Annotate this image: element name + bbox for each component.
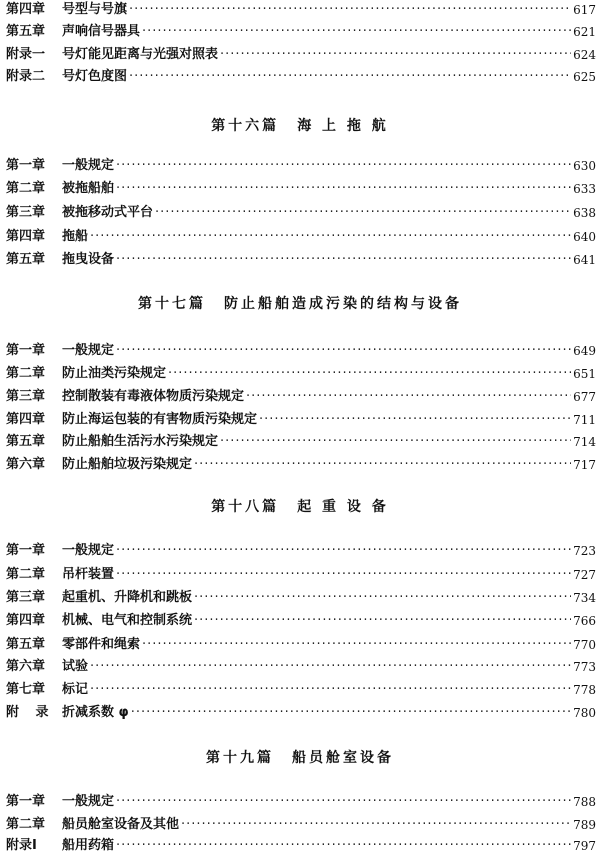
dot-leader [116,541,571,561]
toc-entry [6,227,596,247]
chapter-number: 第五章 [6,434,46,449]
toc-entry [6,792,596,812]
page-number: 640 [573,230,596,244]
toc-entry [6,410,596,430]
chapter-title: 控制散装有毒液体物质污染规定 [62,389,245,404]
page-number: 677 [573,390,596,404]
chapter-number: 第二章 [6,817,46,832]
chapter-title: 吊杆装置 [62,567,115,582]
toc-entry [6,611,596,631]
dot-leader [129,0,571,20]
chapter-title: 防止油类污染规定 [62,366,167,381]
chapter-number: 第四章 [6,613,46,628]
chapter-title: 一般规定 [62,343,115,358]
page-number: 711 [573,413,596,427]
dot-leader [90,657,571,677]
chapter-number: 附录二 [6,69,46,84]
page-number: 723 [573,544,596,558]
chapter-number: 附录Ⅰ [6,838,37,853]
dot-leader [259,410,571,430]
chapter-number: 第一章 [6,343,46,358]
chapter-number: 第一章 [6,158,46,173]
toc-entry [6,250,596,270]
chapter-title: 防止船舶生活污水污染规定 [62,434,219,449]
chapter-number: 第三章 [6,590,46,605]
chapter-title: 声响信号器具 [62,24,141,39]
chapter-title: 号型与号旗 [62,2,128,17]
dot-leader [129,67,571,87]
chapter-number: 附录一 [6,47,46,62]
chapter-number: 第五章 [6,24,46,39]
dot-leader [116,565,571,585]
dot-leader [142,635,571,655]
page-number: 797 [573,839,596,853]
toc-entry [6,67,596,87]
chapter-title: 船用药箱 [62,838,115,853]
dot-leader [90,680,571,700]
page-number: 780 [573,706,596,720]
part-title: 起 重 设 备 [297,499,389,515]
dot-leader [90,227,571,247]
page-number: 641 [573,253,596,267]
dot-leader [155,203,571,223]
dot-leader [116,156,571,176]
chapter-title: 一般规定 [62,158,115,173]
chapter-title: 折减系数 φ [62,705,129,720]
dot-leader [246,387,571,407]
page-number: 727 [573,568,596,582]
page-number: 630 [573,159,596,173]
chapter-number: 第四章 [6,412,46,427]
dot-leader [220,45,571,65]
dot-leader [142,22,571,42]
toc-entry [6,0,596,20]
chapter-title: 试验 [62,659,89,674]
page-number: 734 [573,591,596,605]
chapter-title: 被拖船舶 [62,181,115,196]
chapter-number: 第四章 [6,2,46,17]
dot-leader [194,611,571,631]
part-heading [0,747,600,767]
page-number: 624 [573,48,596,62]
toc-entry [6,364,596,384]
chapter-number: 第一章 [6,794,46,809]
chapter-title: 一般规定 [62,543,115,558]
page-number: 778 [573,683,596,697]
toc-entry [6,455,596,475]
chapter-number: 第一章 [6,543,46,558]
page-number: 789 [573,818,596,832]
dot-leader [116,179,571,199]
toc-entry [6,815,596,835]
chapter-number: 附 录 [6,705,55,720]
toc-entry [6,657,596,677]
chapter-title: 号灯能见距离与光强对照表 [62,47,219,62]
chapter-number: 第六章 [6,457,46,472]
chapter-title: 防止船舶垃圾污染规定 [62,457,193,472]
part-title: 船员舱室设备 [292,750,394,766]
toc-entry [6,565,596,585]
toc-entry [6,703,596,723]
toc-entry [6,387,596,407]
part-number: 第十九篇 [206,750,274,766]
toc-entry [6,179,596,199]
page-number: 633 [573,182,596,196]
toc-entry [6,635,596,655]
chapter-number: 第五章 [6,637,46,652]
chapter-number: 第五章 [6,252,46,267]
page-number: 717 [573,458,596,472]
dot-leader [220,432,571,452]
page-number: 649 [573,344,596,358]
toc-entry [6,588,596,608]
page-number: 625 [573,70,596,84]
chapter-title: 标记 [62,682,89,697]
dot-leader [168,364,571,384]
chapter-title: 船员舱室设备及其他 [62,817,180,832]
chapter-title: 防止海运包装的有害物质污染规定 [62,412,258,427]
chapter-title: 拖船 [62,229,89,244]
chapter-number: 第三章 [6,389,46,404]
page-number: 638 [573,206,596,220]
page-number: 621 [573,25,596,39]
chapter-title: 号灯色度图 [62,69,128,84]
page-number: 766 [573,614,596,628]
part-title: 防止船舶造成污染的结构与设备 [224,296,462,312]
part-number: 第十六篇 [211,118,280,134]
part-heading [0,293,600,313]
chapter-number: 第二章 [6,366,46,381]
page-number: 617 [573,3,596,17]
dot-leader [181,815,571,835]
page-number: 770 [573,638,596,652]
dot-leader [194,588,571,608]
chapter-title: 起重机、升降机和跳板 [62,590,193,605]
toc-entry [6,541,596,561]
dot-leader [116,792,571,812]
chapter-number: 第二章 [6,567,46,582]
part-number: 第十七篇 [138,296,206,312]
part-number: 第十八篇 [211,499,280,515]
chapter-number: 第三章 [6,205,46,220]
chapter-title: 拖曳设备 [62,252,115,267]
dot-leader [116,836,571,856]
toc-entry [6,432,596,452]
chapter-number: 第四章 [6,229,46,244]
page-number: 651 [573,367,596,381]
dot-leader [116,341,571,361]
toc-entry [6,156,596,176]
page-number: 714 [573,435,596,449]
dot-leader [194,455,571,475]
chapter-title: 一般规定 [62,794,115,809]
chapter-number: 第六章 [6,659,46,674]
toc-entry [6,203,596,223]
toc-entry [6,22,596,42]
dot-leader [116,250,571,270]
page-number: 788 [573,795,596,809]
toc-entry [6,836,596,856]
chapter-title: 零部件和绳索 [62,637,141,652]
chapter-number: 第二章 [6,181,46,196]
toc-entry [6,341,596,361]
part-heading [0,115,600,135]
chapter-title: 机械、电气和控制系统 [62,613,193,628]
toc-entry [6,45,596,65]
chapter-number: 第七章 [6,682,46,697]
chapter-title: 被拖移动式平台 [62,205,154,220]
page-number: 773 [573,660,596,674]
dot-leader [131,703,571,723]
toc-entry [6,680,596,700]
part-heading [0,496,600,516]
part-title: 海 上 拖 航 [297,118,389,134]
